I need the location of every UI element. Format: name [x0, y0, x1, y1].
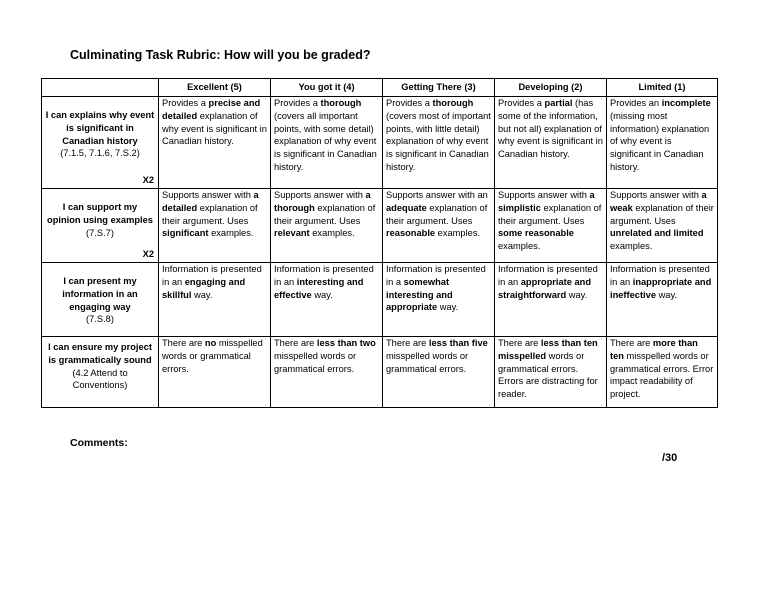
descriptor-cell — [159, 263, 271, 337]
weight-label: X2 — [142, 249, 154, 260]
descriptor-cell — [495, 189, 607, 263]
descriptor-text: Information is presented in an — [162, 264, 262, 287]
descriptor-text: examples. — [435, 228, 481, 239]
rubric-table — [41, 78, 718, 408]
descriptor-text: way. — [191, 289, 213, 300]
descriptor-cell — [607, 337, 718, 408]
descriptor-text: explanation of their argument. Uses — [498, 202, 602, 226]
descriptor-text: way. — [566, 289, 588, 300]
descriptor-cell — [495, 337, 607, 408]
descriptor-text: Supports answer with — [162, 190, 254, 200]
criterion-codes: (7.S.7) — [86, 227, 114, 238]
descriptor-text: way. — [656, 289, 678, 300]
column-header-developing: Developing (2) — [495, 79, 607, 97]
descriptor-cell — [271, 97, 383, 189]
descriptor-text: misspelled words or grammatical errors. Error impact readability of project. — [610, 350, 714, 400]
descriptor-cell — [271, 263, 383, 337]
criterion-cell — [42, 97, 159, 189]
descriptor-cell — [271, 337, 383, 408]
descriptor-text: (covers all important points, with some detail) explanation of why event is significant in Canadian history. — [274, 110, 377, 172]
table-row — [42, 97, 718, 189]
column-header-limited: Limited (1) — [607, 79, 718, 97]
total-score: /30 — [662, 452, 678, 464]
descriptor-text: explanation of their argument. Uses — [610, 202, 714, 226]
comments-label: Comments: — [70, 437, 128, 449]
descriptor-text: misspelled words or grammatical errors. — [386, 350, 469, 374]
descriptor-text: There are — [274, 338, 317, 348]
descriptor-text: Information is presented in a — [386, 264, 486, 287]
page-title: Culminating Task Rubric: How will you be graded? — [70, 48, 371, 62]
descriptor-text: Supports answer with — [274, 190, 366, 200]
descriptor-text: words or grammatical errors. Errors are distracting for reader. — [498, 350, 598, 400]
descriptor-emphasis: partial — [544, 98, 573, 108]
descriptor-text: (covers most of important points, with little detail) explanation of why event is significant in Canadian history. — [386, 110, 491, 172]
descriptor-emphasis: relevant — [274, 228, 310, 239]
descriptor-text: There are — [498, 338, 541, 348]
criterion-title: I can ensure my project is grammatically sound — [48, 342, 152, 365]
descriptor-cell — [607, 97, 718, 189]
criterion-codes: (7.S.8) — [86, 314, 114, 325]
criterion-cell — [42, 189, 159, 263]
descriptor-text: Information is presented in an — [610, 264, 710, 287]
descriptor-emphasis: unrelated and limited — [610, 228, 704, 239]
descriptor-emphasis: incomplete — [661, 98, 711, 108]
descriptor-emphasis: engaging and skillful — [162, 276, 246, 300]
descriptor-text: (missing most information) explanation of why event is significant in Canadian history. — [610, 110, 710, 172]
descriptor-text: Supports answer with — [610, 190, 702, 200]
descriptor-text: misspelled words or grammatical errors. — [274, 350, 357, 374]
descriptor-text: explanation of why event is significant in Canadian history. — [162, 110, 267, 147]
criterion-codes: (7.1.5, 7.1.6, 7.S.2) — [60, 148, 140, 159]
descriptor-emphasis: significant — [162, 228, 209, 239]
descriptor-emphasis: less than two — [316, 338, 376, 348]
descriptor-cell — [383, 189, 495, 263]
descriptor-emphasis: appropriate and straightforward — [498, 276, 592, 300]
descriptor-text: Supports answer with an — [386, 190, 488, 200]
descriptor-text: There are — [610, 338, 653, 348]
descriptor-emphasis: less than ten misspelled — [498, 338, 598, 361]
descriptor-cell — [159, 189, 271, 263]
descriptor-text: examples. — [309, 228, 355, 239]
descriptor-text: There are — [162, 338, 205, 348]
descriptor-emphasis: reasonable — [386, 228, 436, 239]
descriptor-emphasis: precise and detailed — [162, 98, 261, 121]
descriptor-emphasis: inappropriate and ineffective — [610, 276, 712, 300]
descriptor-text: way. — [437, 302, 459, 313]
descriptor-text: examples. — [208, 228, 254, 239]
descriptor-text: explanation of their argument. Uses — [274, 202, 376, 226]
descriptor-cell — [495, 97, 607, 189]
descriptor-emphasis: somewhat interesting and appropriate — [386, 276, 453, 313]
descriptor-text: Provides a — [274, 98, 321, 108]
descriptor-cell — [383, 337, 495, 408]
descriptor-text: Provides a — [386, 98, 433, 108]
descriptor-text: Provides an — [610, 98, 662, 108]
criterion-title: I can support my opinion using examples — [47, 202, 153, 225]
descriptor-cell — [383, 263, 495, 337]
descriptor-text: Information is presented in an — [274, 264, 374, 287]
descriptor-emphasis: a weak — [610, 190, 707, 213]
descriptor-text: way. — [311, 289, 333, 300]
descriptor-emphasis: more than ten — [610, 338, 698, 361]
descriptor-text: Information is presented in an — [498, 264, 598, 287]
descriptor-text: examples. — [498, 241, 541, 252]
column-header-you-got-it: You got it (4) — [271, 79, 383, 97]
criterion-codes: (4.2 Attend to Conventions) — [72, 367, 128, 391]
descriptor-cell — [159, 97, 271, 189]
descriptor-emphasis: no — [204, 338, 217, 348]
descriptor-emphasis: adequate — [386, 202, 427, 213]
descriptor-text: Provides a — [498, 98, 545, 108]
descriptor-cell — [495, 263, 607, 337]
descriptor-emphasis: a simplistic — [498, 190, 595, 213]
criterion-cell — [42, 263, 159, 337]
descriptor-emphasis: some reasonable — [498, 228, 574, 239]
criterion-title: I can explains why event is significant in Canadian history — [45, 110, 155, 146]
descriptor-emphasis: thorough — [432, 98, 474, 108]
table-row — [42, 337, 718, 408]
descriptor-text: explanation of their argument. Uses — [162, 202, 258, 226]
weight-label: X2 — [142, 175, 154, 186]
descriptor-emphasis: less than five — [428, 338, 488, 348]
table-row — [42, 263, 718, 337]
descriptor-text: There are — [386, 338, 429, 348]
descriptor-cell — [271, 189, 383, 263]
descriptor-text: (has some of the information, but not all) explanation of why event is significant in Canadian history. — [498, 98, 603, 160]
criterion-title: I can present my information in an engaging way — [62, 276, 138, 312]
descriptor-text: Supports answer with — [498, 190, 590, 200]
descriptor-text: examples. — [610, 241, 653, 252]
descriptor-text: Provides a — [162, 98, 209, 108]
descriptor-emphasis: a detailed — [162, 190, 259, 213]
descriptor-text: misspelled words or grammatical errors. — [162, 338, 263, 374]
descriptor-emphasis: thorough — [320, 98, 362, 108]
table-row — [42, 189, 718, 263]
criterion-cell — [42, 337, 159, 408]
descriptor-emphasis: interesting and effective — [274, 276, 364, 300]
header-corner — [42, 79, 159, 97]
descriptor-cell — [383, 97, 495, 189]
descriptor-cell — [159, 337, 271, 408]
column-header-getting-there: Getting There (3) — [383, 79, 495, 97]
descriptor-cell — [607, 189, 718, 263]
column-header-excellent: Excellent (5) — [159, 79, 271, 97]
header-row — [42, 79, 718, 97]
descriptor-cell — [607, 263, 718, 337]
descriptor-emphasis: a thorough — [274, 190, 371, 213]
descriptor-text: explanation of their argument. Uses — [386, 202, 488, 226]
